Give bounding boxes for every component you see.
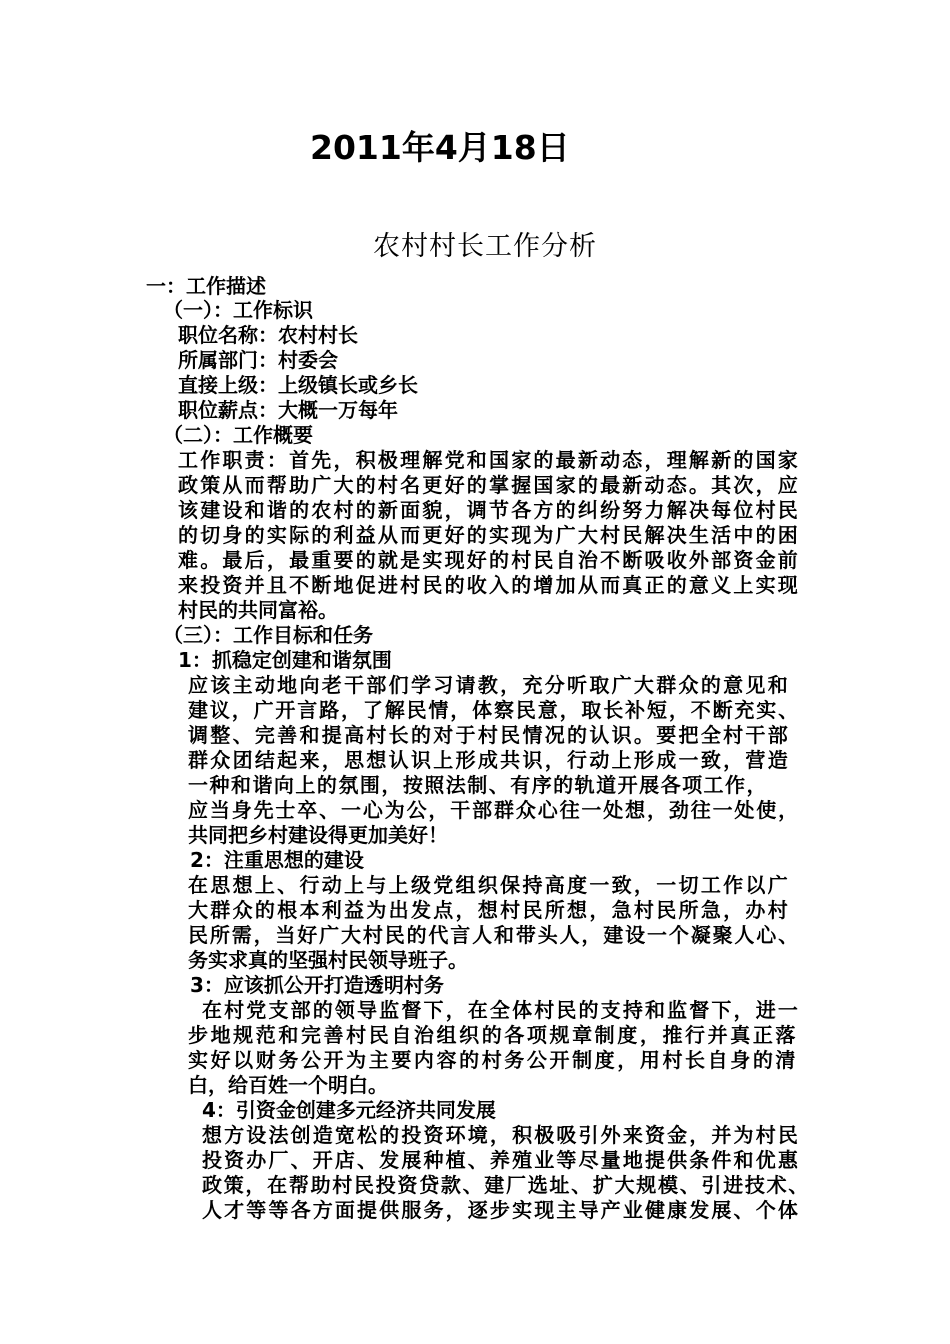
body-line: 1：抓稳定创建和谐氛围: [178, 648, 392, 672]
body-line: 在思想上、行动上与上级党组织保持高度一致，一切工作以广: [188, 873, 790, 897]
body-line: 调整、完善和提高村长的对于村民情况的认识。要把全村干部: [188, 723, 790, 747]
body-line: 民所需，当好广大村民的代言人和带头人，建设一个凝聚人心、: [188, 923, 800, 947]
document-date: 2011年4月18日: [310, 128, 570, 167]
body-line: 务实求真的坚强村民领导班子。: [188, 948, 468, 972]
body-line: 应该主动地向老干部们学习请教，充分听取广大群众的意见和: [188, 673, 790, 697]
body-line: 所属部门：村委会: [178, 348, 338, 372]
body-line: 建议，广开言路，了解民情，体察民意，取长补短，不断充实、: [188, 698, 800, 722]
body-line: 职位名称：农村村长: [178, 323, 358, 347]
body-line: 来投资并且不断地促进村民的收入的增加从而真正的意义上实现: [178, 573, 800, 597]
body-line: 职位薪点：大概一万每年: [178, 398, 398, 422]
body-line: 群众团结起来，思想认识上形成共识，行动上形成一致，营造: [188, 748, 790, 772]
body-line: 白，给百姓一个明白。: [188, 1073, 388, 1097]
body-line: 的切身的实际的利益从而更好的实现为广大村民解决生活中的困: [178, 523, 800, 547]
body-line: 在村党支部的领导监督下，在全体村民的支持和监督下，进一: [202, 998, 800, 1022]
body-line: 一种和谐向上的氛围，按照法制、有序的轨道开展各项工作，: [188, 773, 768, 797]
body-line: 政策从而帮助广大的村名更好的掌握国家的最新动态。其次，应: [178, 473, 800, 497]
body-line: 步地规范和完善村民自治组织的各项规章制度，推行并真正落: [188, 1023, 798, 1047]
body-line: 一：工作描述: [146, 274, 266, 298]
body-line: 实好以财务公开为主要内容的村务公开制度，用村长自身的清: [188, 1048, 798, 1072]
body-line: 该建设和谐的农村的新面貌，调节各方的纠纷努力解决每位村民: [178, 498, 800, 522]
document-title: 农村村长工作分析: [373, 231, 597, 262]
body-line: 2：注重思想的建设: [190, 848, 364, 872]
body-line: 人才等等各方面提供服务，逐步实现主导产业健康发展、个体: [202, 1198, 800, 1222]
body-line: 应当身先士卒、一心为公，干部群众心往一处想，劲往一处使，: [188, 798, 800, 822]
body-line: （三）：工作目标和任务: [163, 623, 373, 647]
body-line: 直接上级：上级镇长或乡长: [178, 373, 418, 397]
body-line: 难。最后，最重要的就是实现好的村民自治不断吸收外部资金前: [178, 548, 800, 572]
body-line: 工作职责：首先，积极理解党和国家的最新动态，理解新的国家: [178, 448, 800, 472]
body-line: 3：应该抓公开打造透明村务: [190, 973, 444, 997]
body-line: 想方设法创造宽松的投资环境，积极吸引外来资金，并为村民: [202, 1123, 800, 1147]
body-line: 政策，在帮助村民投资贷款、建厂选址、扩大规模、引进技术、: [202, 1173, 810, 1197]
body-line: 大群众的根本利益为出发点，想村民所想，急村民所急，办村: [188, 898, 790, 922]
body-line: （一）：工作标识: [163, 298, 313, 322]
body-line: 投资办厂、开店、发展种植、养殖业等尽量地提供条件和优惠: [202, 1148, 800, 1172]
body-line: 4：引资金创建多元经济共同发展: [202, 1098, 496, 1122]
body-line: （二）：工作概要: [163, 423, 313, 447]
body-line: 村民的共同富裕。: [178, 598, 338, 622]
body-line: 共同把乡村建设得更加美好！: [188, 823, 448, 847]
